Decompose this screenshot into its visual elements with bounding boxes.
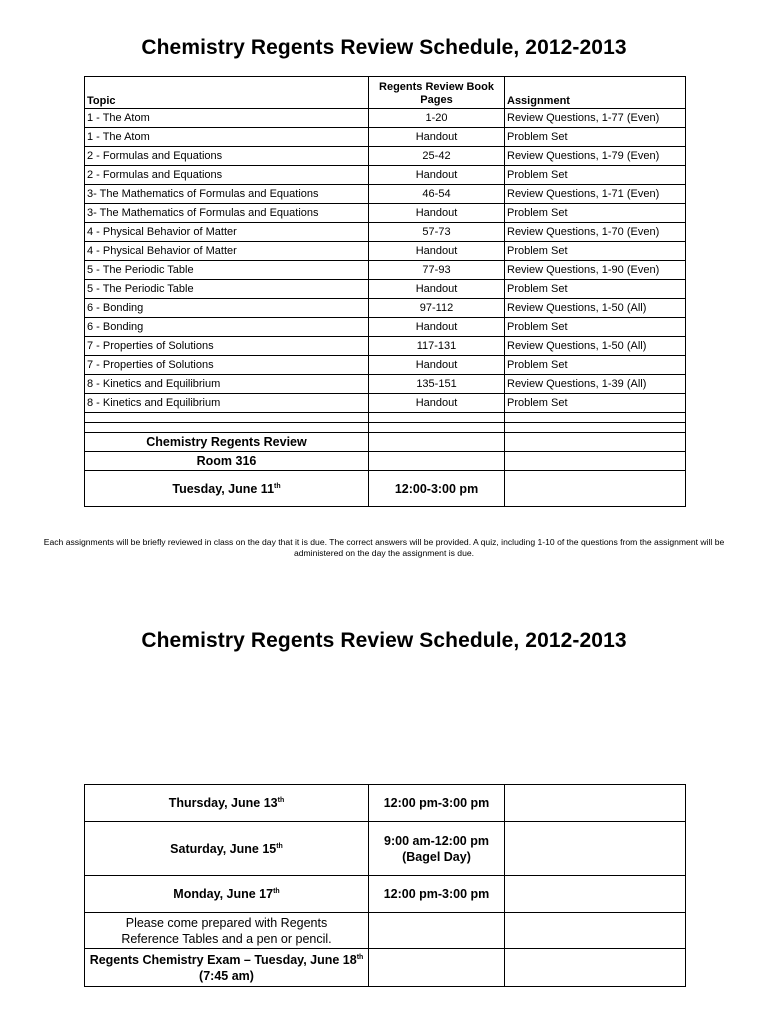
review-date: Tuesday, June 11th	[85, 471, 369, 507]
topic-cell: 1 - The Atom	[85, 109, 369, 128]
assignment-cell: Review Questions, 1-39 (All)	[505, 375, 686, 394]
pages-cell: Handout	[369, 166, 505, 185]
document-title-repeat: Chemistry Regents Review Schedule, 2012-2013	[141, 629, 627, 652]
assignment-header: Assignment	[505, 77, 686, 109]
table-row	[85, 261, 686, 280]
topic-cell: 7 - Properties of Solutions	[85, 356, 369, 375]
pages-cell: Handout	[369, 204, 505, 223]
topic-cell: 3- The Mathematics of Formulas and Equations	[85, 185, 369, 204]
assignment-cell: Problem Set	[505, 166, 686, 185]
pages-cell: 117-131	[369, 337, 505, 356]
topic-cell: 2 - Formulas and Equations	[85, 166, 369, 185]
session-date: Saturday, June 15th	[85, 822, 369, 876]
topic-cell: 6 - Bonding	[85, 299, 369, 318]
topic-cell: 3- The Mathematics of Formulas and Equations	[85, 204, 369, 223]
session-row	[85, 876, 686, 913]
review-schedule-table	[84, 76, 686, 507]
exam-info: Regents Chemistry Exam – Tuesday, June 18th (7:45 am)	[85, 949, 369, 987]
pages-cell: Handout	[369, 318, 505, 337]
session-time: 12:00 pm-3:00 pm	[369, 785, 505, 822]
review-room: Room 316	[85, 452, 369, 471]
assignment-cell: Review Questions, 1-77 (Even)	[505, 109, 686, 128]
table-row	[85, 337, 686, 356]
topic-cell: 1 - The Atom	[85, 128, 369, 147]
review-title: Chemistry Regents Review	[85, 433, 369, 452]
review-time: 12:00-3:00 pm	[369, 471, 505, 507]
table-row	[85, 318, 686, 337]
table-row	[85, 204, 686, 223]
pages-cell: 135-151	[369, 375, 505, 394]
assignment-cell: Review Questions, 1-90 (Even)	[505, 261, 686, 280]
review-date-row	[85, 471, 686, 507]
reminder-row	[85, 913, 686, 949]
review-sessions-table	[84, 784, 686, 987]
topic-cell: 4 - Physical Behavior of Matter	[85, 242, 369, 261]
table-row	[85, 356, 686, 375]
table-row	[85, 166, 686, 185]
assignment-cell: Review Questions, 1-71 (Even)	[505, 185, 686, 204]
table-row	[85, 242, 686, 261]
assignment-cell: Problem Set	[505, 128, 686, 147]
session-row	[85, 822, 686, 876]
pages-cell: Handout	[369, 242, 505, 261]
pages-cell: Handout	[369, 394, 505, 413]
topic-cell: 5 - The Periodic Table	[85, 261, 369, 280]
session-time: 9:00 am-12:00 pm (Bagel Day)	[369, 822, 505, 876]
assignment-cell: Review Questions, 1-70 (Even)	[505, 223, 686, 242]
topic-cell: 2 - Formulas and Equations	[85, 147, 369, 166]
pages-cell: Handout	[369, 356, 505, 375]
assignment-cell: Problem Set	[505, 318, 686, 337]
table-header-row	[85, 77, 686, 109]
assignment-cell: Review Questions, 1-50 (All)	[505, 299, 686, 318]
topic-header: Topic	[85, 77, 369, 109]
session-row	[85, 785, 686, 822]
topic-cell: 7 - Properties of Solutions	[85, 337, 369, 356]
review-room-row	[85, 452, 686, 471]
pages-cell: 46-54	[369, 185, 505, 204]
reminder-text: Please come prepared with Regents Reference Tables and a pen or pencil.	[85, 913, 369, 949]
assignment-cell: Problem Set	[505, 356, 686, 375]
assignment-cell: Problem Set	[505, 204, 686, 223]
assignment-cell: Review Questions, 1-79 (Even)	[505, 147, 686, 166]
blank-row	[85, 413, 686, 423]
assignment-cell: Problem Set	[505, 280, 686, 299]
pages-cell: Handout	[369, 128, 505, 147]
exam-row	[85, 949, 686, 987]
table-row	[85, 223, 686, 242]
blank-row	[85, 423, 686, 433]
table-row	[85, 280, 686, 299]
pages-cell: 1-20	[369, 109, 505, 128]
pages-cell: 25-42	[369, 147, 505, 166]
pages-cell: 97-112	[369, 299, 505, 318]
table-row	[85, 128, 686, 147]
session-date: Monday, June 17th	[85, 876, 369, 913]
table-row	[85, 147, 686, 166]
assignment-note: Each assignments will be briefly reviewed in class on the day that it is due. The correct answers will be provided. A quiz, including 1-10 of the questions from the assignment will be administered on the day the assignment is due.	[43, 537, 725, 558]
session-date: Thursday, June 13th	[85, 785, 369, 822]
assignment-cell: Problem Set	[505, 242, 686, 261]
document-title: Chemistry Regents Review Schedule, 2012-2013	[141, 36, 627, 59]
table-row	[85, 375, 686, 394]
session-time: 12:00 pm-3:00 pm	[369, 876, 505, 913]
assignment-cell: Review Questions, 1-50 (All)	[505, 337, 686, 356]
assignment-cell: Problem Set	[505, 394, 686, 413]
table-row	[85, 185, 686, 204]
table-row	[85, 394, 686, 413]
pages-cell: Handout	[369, 280, 505, 299]
topic-cell: 4 - Physical Behavior of Matter	[85, 223, 369, 242]
review-title-row	[85, 433, 686, 452]
pages-cell: 57-73	[369, 223, 505, 242]
pages-cell: 77-93	[369, 261, 505, 280]
topic-cell: 6 - Bonding	[85, 318, 369, 337]
topic-cell: 8 - Kinetics and Equilibrium	[85, 394, 369, 413]
pages-header: Regents Review Book Pages	[369, 77, 505, 109]
table-row	[85, 299, 686, 318]
table-row	[85, 109, 686, 128]
topic-cell: 8 - Kinetics and Equilibrium	[85, 375, 369, 394]
topic-cell: 5 - The Periodic Table	[85, 280, 369, 299]
